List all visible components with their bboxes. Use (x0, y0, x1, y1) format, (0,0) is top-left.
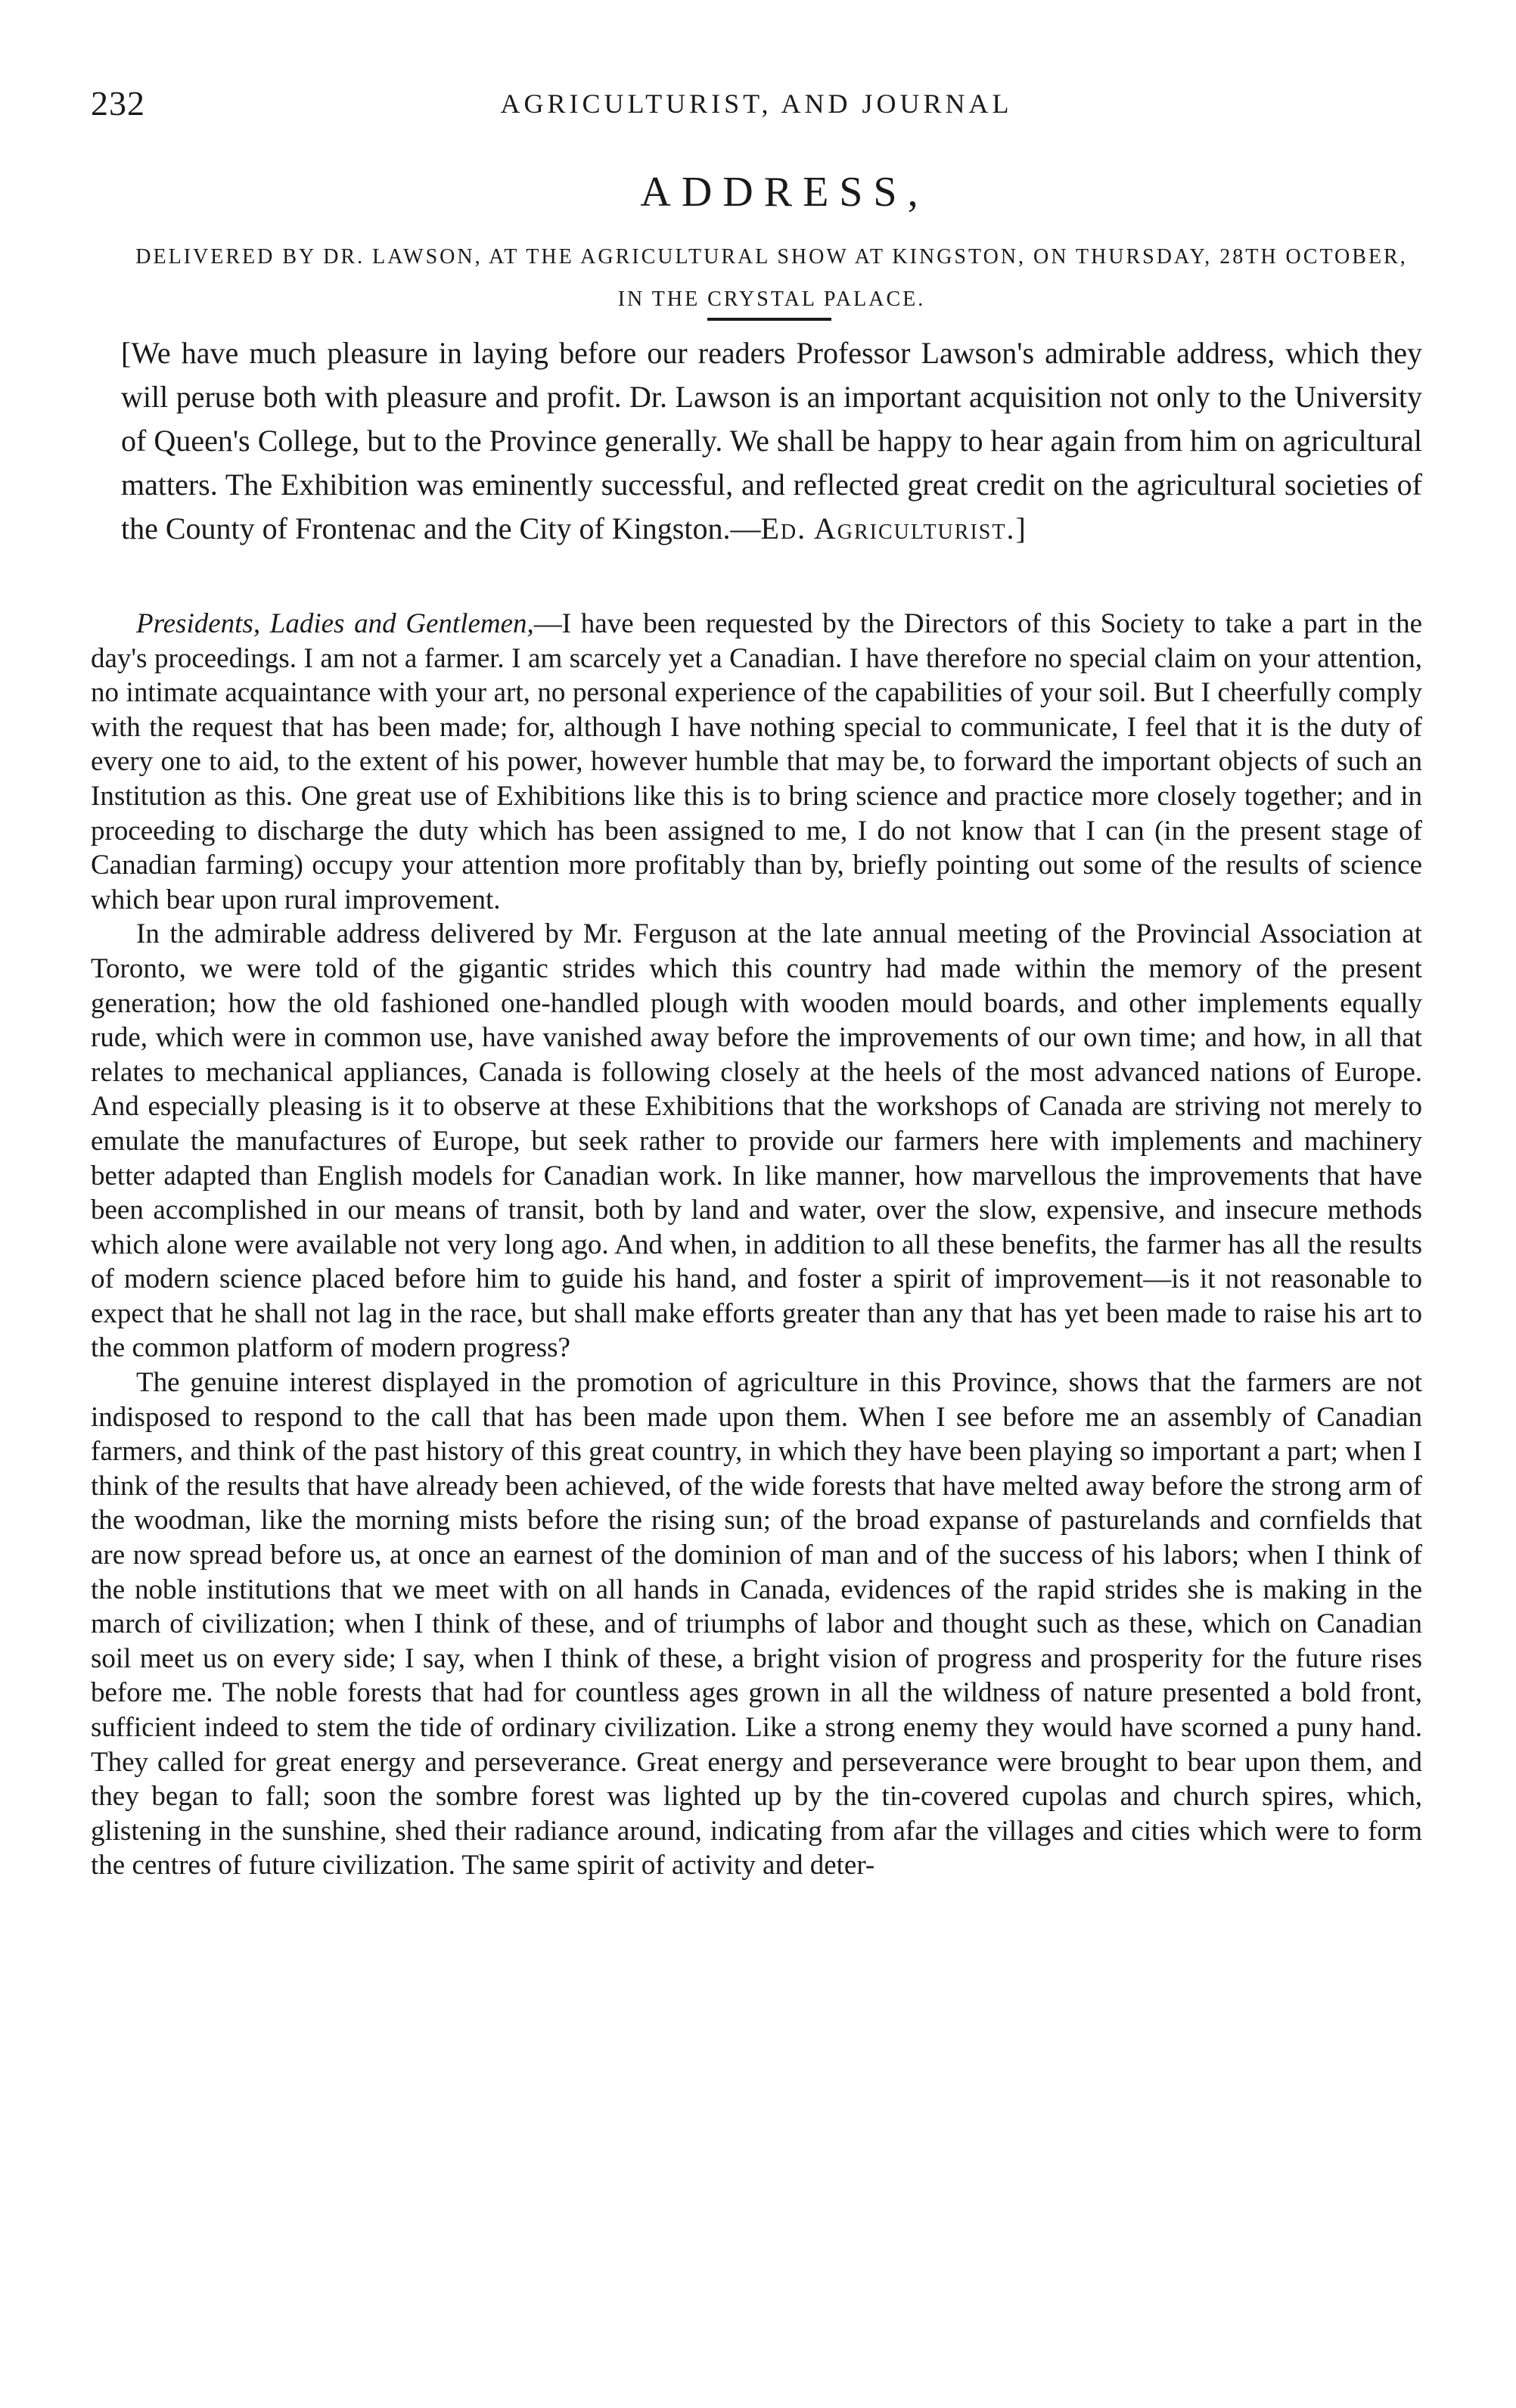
article-body (91, 607, 1422, 1883)
editor-note-text: [We have much pleasure in laying before our readers Professor Lawson's admirable address, which they will peruse both with pleasure and profit. Dr. Lawson is an important acquisition not only to the University of Queen's College, but to the Province generally. We shall be happy to hear again from him on agricultural matters. The Exhibition was eminently successful, and reflected great credit on the agricultural societies of the County of Frontenac and the City of Kingston.— (121, 336, 1422, 545)
body-paragraph: In the admirable address delivered by Mr. Ferguson at the late annual meeting of the Provincial Association at Toronto, we were told of the gigantic strides which this country had made within the memory of the present generation; how the old fashioned one-handled plough with wooden mould boards, and other implements equally rude, which were in common use, have vanished away before the improvements of our own time; and how, in all that relates to mechanical appliances, Canada is following closely at the heels of the most advanced nations of Europe. And especially pleasing is it to observe at these Exhibitions that the workshops of Canada are striving not merely to emulate the manufactures of Europe, but seek rather to provide our farmers here with implements and machinery better adapted than English models for Canadian work. In like manner, how marvellous the improvements that have been accomplished in our means of transit, both by land and water, over the slow, expensive, and insecure methods which alone were available not very long ago. And when, in addition to all these benefits, the farmer has all the results of modern science placed before him to guide his hand, and foster a spirit of improvement—is it not reasonable to expect that he shall not lag in the race, but shall make efforts greater than any that has yet been made to raise his art to the common platform of modern progress? (91, 918, 1422, 1364)
article-subtitle: DELIVERED BY DR. LAWSON, AT THE AGRICULTURAL SHOW AT KINGSTON, ON THURSDAY, 28TH OCTOBER, IN THE CRYSTAL PALACE. (135, 245, 1408, 311)
salutation: Presidents, Ladies and Gentlemen, (136, 608, 534, 639)
paragraph-text: —I have been requested by the Directors of this Society to take a part in the day's proceedings. I am not a farmer. I am scarcely yet a Canadian. I have therefore no special claim on your attention, no intimate acquaintance with your art, no personal experience of the capabilities of your soil. But I cheerfully comply with the request that has been made; for, although I have nothing special to communicate, I feel that it is the duty of every one to aid, to the extent of his power, however humble that may be, to forward the important objects of such an Institution as this. One great use of Exhibitions like this is to bring science and practice more closely together; and in proceeding to discharge the duty which has been assigned to me, I do not know that I can (in the present stage of Canadian farming) occupy your attention more profitably than by, briefly pointing out some of the results of science which bear upon rural improvement. (91, 608, 1422, 915)
journal-title: AGRICULTURIST, AND JOURNAL (500, 89, 1013, 119)
running-head (91, 83, 1422, 129)
body-paragraph: The genuine interest displayed in the promotion of agriculture in this Province, shows that the farmers are not indisposed to respond to the call that has been made upon them. When I see before me an assembly of Canadian farmers, and think of the past history of this great country, in which they have been playing so important a part; when I think of the results that have already been achieved, of the wide forests that have melted away before the strong arm of the woodman, like the morning mists before the rising sun; of the broad expanse of pasturelands and cornfields that are now spread before us, at once an earnest of the dominion of man and of the success of his labors; when I think of the noble institutions that we meet with on all hands in Canada, evidences of the rapid strides she is making in the march of civilization; when I think of these, and of triumphs of labor and thought such as these, which on Canadian soil meet us on every side; I say, when I think of these, a bright vision of progress and prosperity for the future rises before me. The noble forests that had for countless ages grown in all the wildness of nature presented a bold front, sufficient indeed to stem the tide of ordinary civilization. Like a strong enemy they would have scorned a puny hand. They called for great energy and perseverance. Great energy and perseverance were brought to bear upon them, and they began to fall; soon the sombre forest was lighted up by the tin-covered cupolas and church spires, which, glistening in the sunshine, shed their radiance around, indicating from afar the villages and cities which were to form the centres of future civilization. The same spirit of activity and deter- (91, 1367, 1422, 1881)
editor-note (121, 331, 1422, 551)
editor-signature: Ed. Agriculturist.] (760, 511, 1027, 545)
page-number: 232 (91, 84, 145, 123)
title-divider (707, 318, 831, 321)
article-title: ADDRESS, (640, 169, 929, 216)
body-paragraph (91, 607, 1422, 917)
